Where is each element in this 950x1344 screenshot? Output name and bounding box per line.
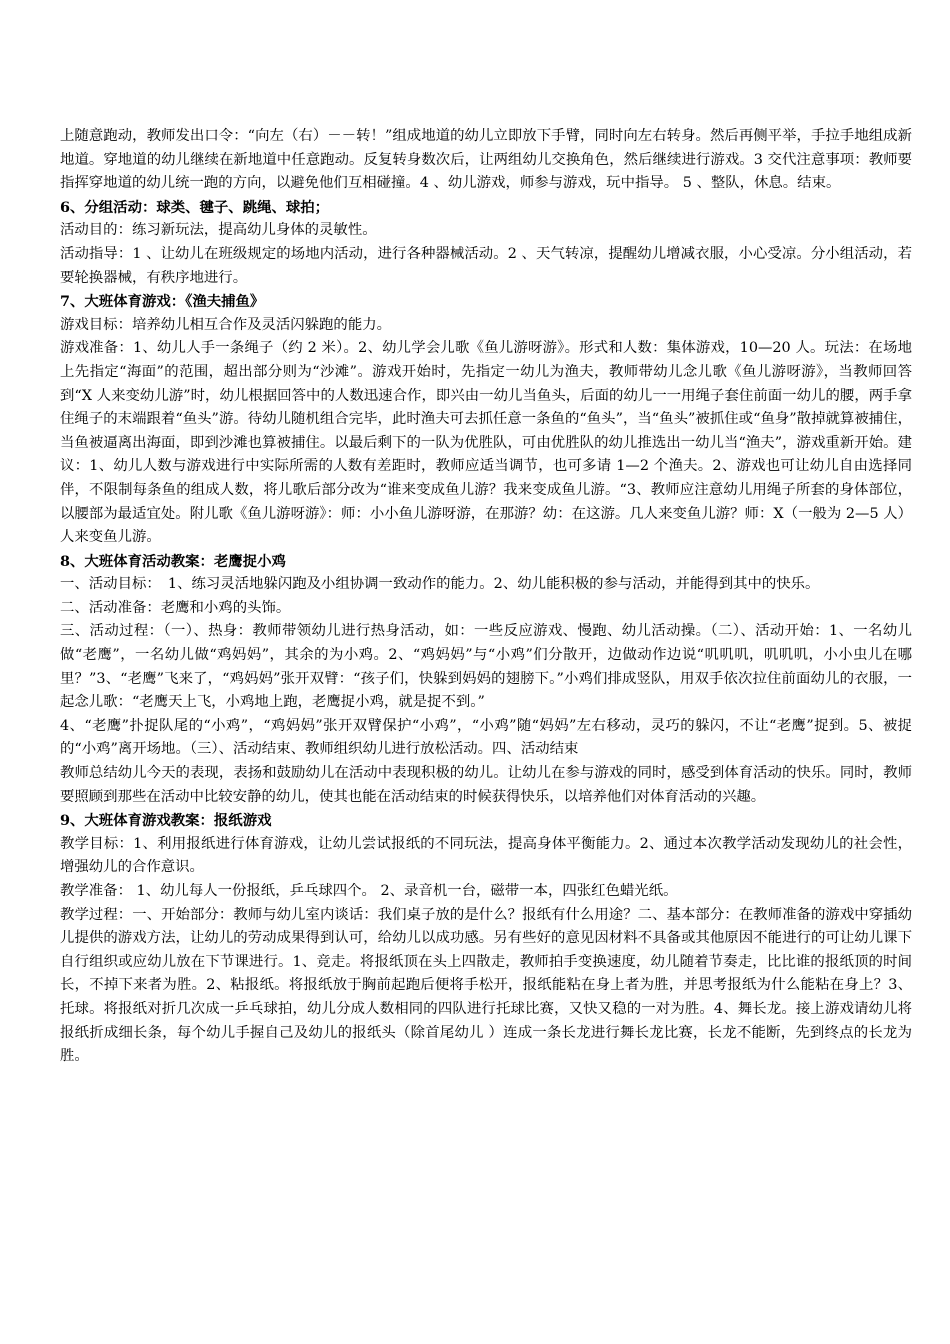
paragraph-eagle-preparation: 二、活动准备：老鹰和小鸡的头饰。 [60, 599, 291, 616]
heading-fisherman-game: 7、大班体育游戏：《渔夫捕鱼》 [60, 293, 265, 311]
paragraph-tunnel-game-continued: 上随意跑动，教师发出口令：“向左（右）－－转！”组成地道的幼儿立即放下手臂，同时向左右转身。然后再侧平举，手拉手地组成新地道。穿地道的幼儿继续在新地道中任意跑动。反复转身数次后，让两组幼儿交换角色，然后继续进行游戏。3 交代注意事项：教师要指挥穿地道的幼儿统一跑的方向，以避免他们互相碰撞。4 、幼儿游戏，师参与游戏，玩中指导。 5 、整队，休息。结束。 [60, 128, 912, 192]
paragraph-eagle-catching: 4、“老鹰”扑捉队尾的“小鸡”，“鸡妈妈”张开双臂保护“小鸡”，“小鸡”随“妈妈”左右移动，灵巧的躲闪，不让“老鹰”捉到。5、被捉的“小鸡”离开场地。（三）、活动结束、教师组织幼儿进行放松活动。四、活动结束 [60, 717, 912, 758]
paragraph-game-goal: 游戏目标：培养幼儿相互合作及灵活闪躲跑的能力。 [60, 316, 391, 333]
paragraph-eagle-process: 三、活动过程：（一）、热身：教师带领幼儿进行热身活动，如：一些反应游戏、慢跑、幼儿活动操。（二）、活动开始：1、一名幼儿做“老鹰”，一名幼儿做“鸡妈妈”，其余的为小鸡。2、“鸡妈妈”与“小鸡”们分散开，边做动作边说“叽叽叽，叽叽叽，小小虫儿在哪里？”3、“老鹰”飞来了，“鸡妈妈”张开双臂：“孩子们，快躲到妈妈的翅膀下。”小鸡们排成竖队，用双手依次拉住前面幼儿的衣服，一起念儿歌：“老鹰天上飞，小鸡地上跑，老鹰捉小鸡，就是捉不到。” [60, 623, 912, 711]
paragraph-newspaper-goals: 教学目标：1、利用报纸进行体育游戏，让幼儿尝试报纸的不同玩法，提高身体平衡能力。2、通过本次教学活动发现幼儿的社会性，增强幼儿的合作意识。 [60, 835, 912, 876]
heading-newspaper-game: 9、大班体育游戏教案：报纸游戏 [60, 812, 272, 830]
paragraph-eagle-summary: 教师总结幼儿今天的表现，表扬和鼓励幼儿在活动中表现积极的幼儿。让幼儿在参与游戏的同时，感受到体育活动的快乐。同时，教师要照顾到那些在活动中比较安静的幼儿，使其也能在活动结束的时候获得快乐，以培养他们对体育活动的兴趣。 [60, 765, 912, 805]
paragraph-game-preparation: 游戏准备：1、幼儿人手一条绳子（约 2 米）。2、幼儿学会儿歌《鱼儿游呀游》。形式和人数：集体游戏，10—20 人。玩法：在场地上先指定“海面”的范围，超出部分则为“沙滩”。游戏开始时，先指定一幼儿为渔夫，教师带幼儿念儿歌《鱼儿游呀游》，当教师回答到“X 人来变幼儿游”时，幼儿根据回答中的人数迅速合作，即兴由一幼儿当鱼头，后面的幼儿一一用绳子套住前面一幼儿的腰，两手拿住绳子的末端跟着“鱼头”游。待幼儿随机组合完毕，此时渔夫可去抓任意一条鱼的“鱼头”，当“鱼头”被抓住或“鱼身”散掉就算被捕住，当鱼被逼离出海面，即到沙滩也算被捕住。以最后剩下的一队为优胜队，可由优胜队的幼儿推选出一幼儿当“渔夫”，游戏重新开始。建议：1、幼儿人数与游戏进行中实际所需的人数有差距时，教师应适当调节，也可多请 1—2 个渔夫。2、游戏也可让幼儿自由选择同伴，不限制每条鱼的组成人数，将儿歌后部分改为“谁来变成鱼儿游？我来变成鱼儿游。“3、教师应注意幼儿用绳子所套的身体部位，以腰部为最适宜处。附儿歌《鱼儿游呀游》：师：小小鱼儿游呀游，在那游？幼：在这游。几人来变鱼儿游？师：X（一般为 2—5 人）人来变鱼儿游。 [60, 340, 912, 546]
document-page [60, 125, 912, 1069]
paragraph-newspaper-preparation: 教学准备： 1、幼儿每人一份报纸，乒乓球四个。 2、录音机一台，磁带一本，四张红色蜡光纸。 [60, 883, 678, 899]
paragraph-activity-guidance: 活动指导：1 、让幼儿在班级规定的场地内活动，进行各种器械活动。2 、天气转凉，提醒幼儿增减衣服，小心受凉。分小组活动，若要轮换器械，有秩序地进行。 [60, 245, 912, 286]
paragraph-eagle-goals: 一、活动目标： 1、练习灵活地躲闪跑及小组协调一致动作的能力。2、幼儿能积极的参与活动，并能得到其中的快乐。 [60, 576, 820, 593]
paragraph-newspaper-process: 教学过程：一、开始部分：教师与幼儿室内谈话：我们桌子放的是什么？报纸有什么用途？二、基本部分：在教师准备的游戏中穿插幼儿提供的游戏方法，让幼儿的劳动成果得到认可，给幼儿以成功感。另有些好的意见因材料不具备或其他原因不能进行的可让幼儿课下自行组织或应幼儿放在下节课进行。1、竞走。将报纸顶在头上四散走，教师拍手变换速度，幼儿随着节奏走，比比谁的报纸顶的时间长，不掉下来者为胜。2、粘报纸。将报纸放于胸前起跑后便将手松开，报纸能粘在身上者为胜，并思考报纸为什么能粘在身上？3、托球。将报纸对折几次成一乒乓球拍，幼儿分成人数相同的四队进行托球比赛，又快又稳的一对为胜。4、舞长龙。接上游戏请幼儿将报纸折成细长条，每个幼儿手握自己及幼儿的报纸头（除首尾幼儿 ）连成一条长龙进行舞长龙比赛，长龙不能断，先到终点的长龙为胜。 [60, 906, 912, 1065]
heading-group-activity: 6、分组活动：球类、毽子、跳绳、球拍； [60, 198, 330, 216]
paragraph-activity-purpose: 活动目的：练习新玩法，提高幼儿身体的灵敏性。 [60, 222, 377, 239]
heading-eagle-chick-lesson: 8、大班体育活动教案：老鹰捉小鸡 [60, 552, 286, 570]
